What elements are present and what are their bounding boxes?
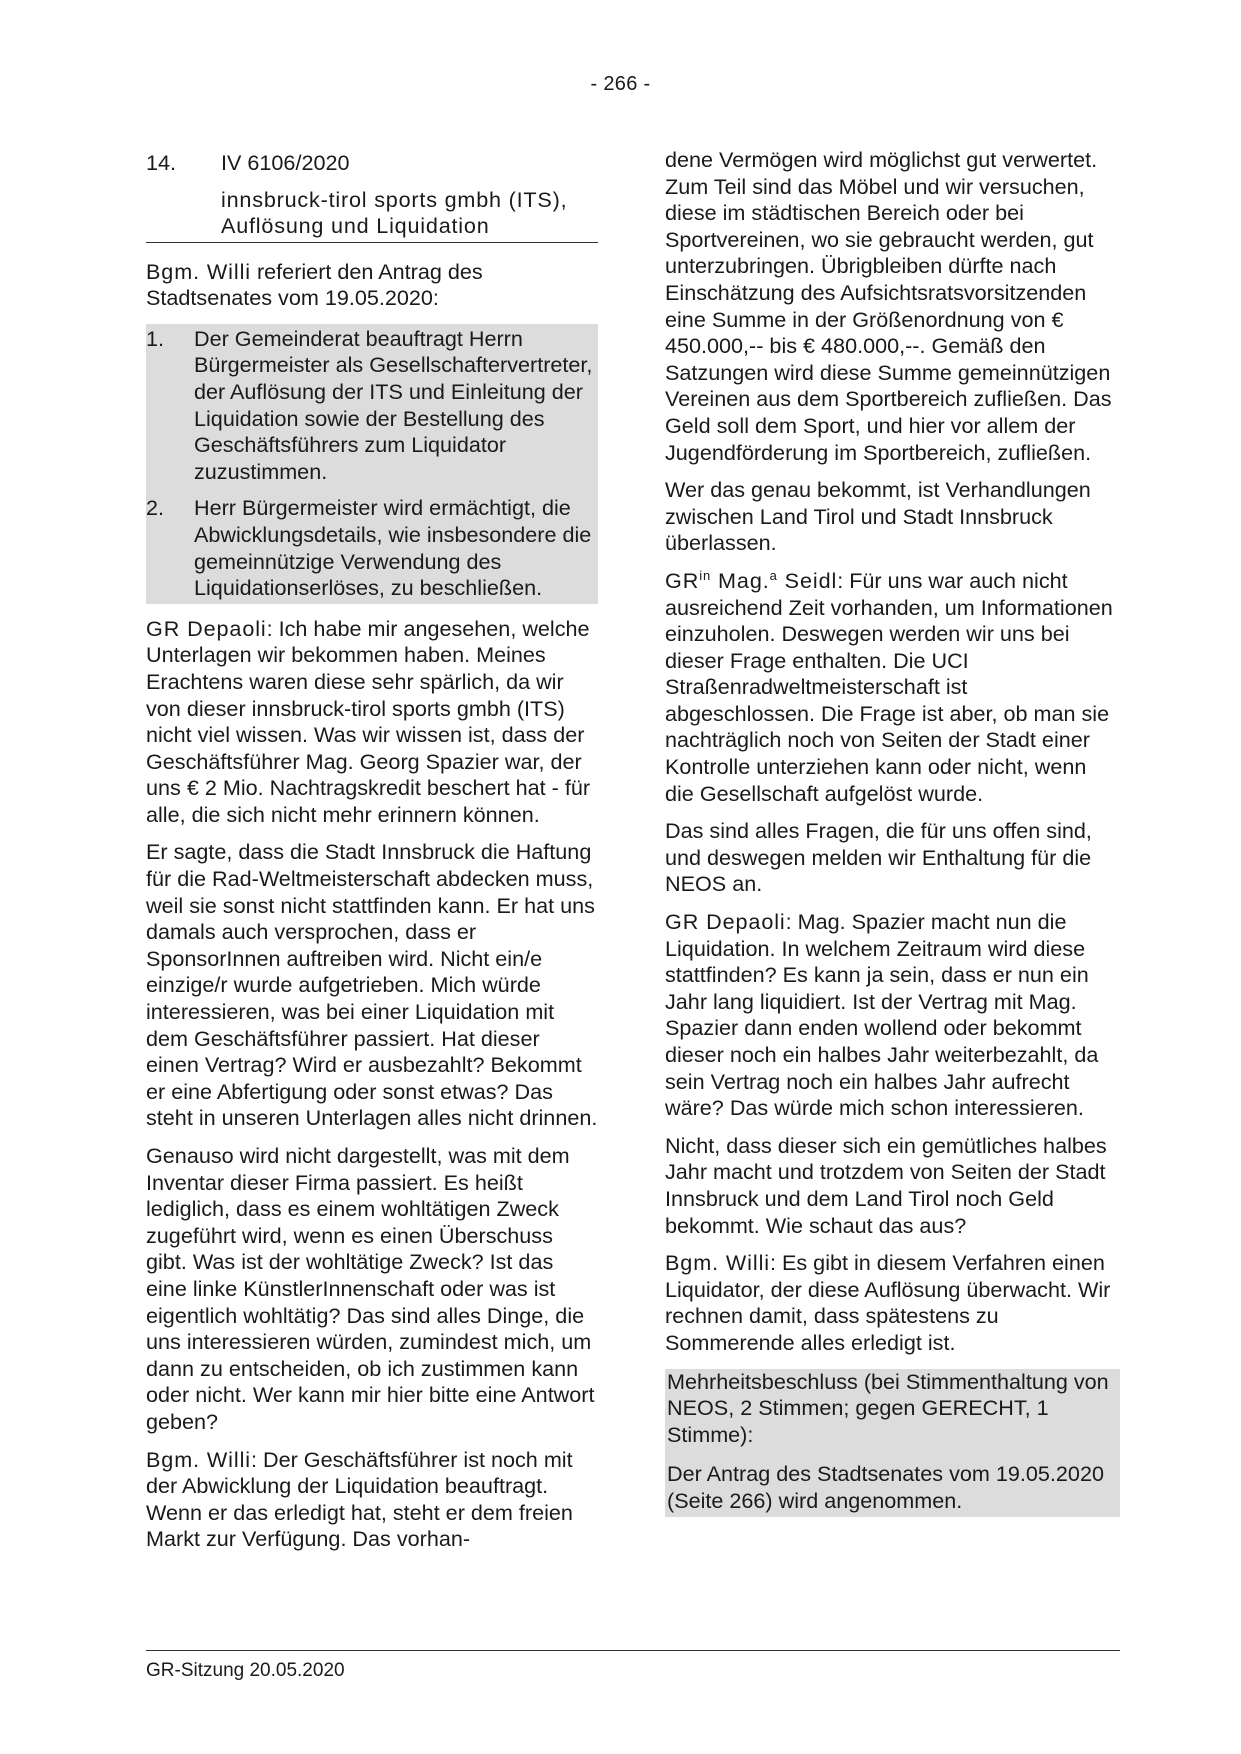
paragraph xyxy=(146,1143,598,1436)
paragraph-text: : Es gibt in diesem Verfahren einen Liquidator, der diese Auflösung überwacht. Wir rechnen damit, dass spätestens zu Sommerende alles erledigt ist. xyxy=(665,1250,1111,1355)
paragraph-text: Er sagte, dass die Stadt Innsbruck die Haftung für die Rad-Weltmeisterschaft abdecken muss, weil sie sonst nicht stattfinden kann. Er hat uns damals auch versprochen, dass er SponsorInnen auftreiben wird. Nicht ein/e einzige/r wurde aufgetrieben. Mich würde interessieren, was bei einer Liquidation mit dem Geschäftsführer passiert. Hat dieser einen Vertrag? Wird er ausbezahlt? Bekommt er eine Abfertigung oder sonst etwas? Das steht in unseren Unterlagen alles nicht drinnen. xyxy=(146,839,598,1131)
motion-item xyxy=(146,495,594,601)
paragraph xyxy=(146,616,598,829)
motion-item xyxy=(146,326,594,486)
motion-box xyxy=(146,324,598,604)
speaker-name: Bgm. Willi xyxy=(146,1446,251,1472)
speaker-name: GR Depaoli xyxy=(665,909,786,935)
left-column xyxy=(146,150,598,1564)
agenda-title-line2: Auflösung und Liquidation xyxy=(221,212,490,238)
paragraph-text: Genauso wird nicht dargestellt, was mit dem Inventar dieser Firma passiert. Es heißt lediglich, dass es einem wohltätigen Zweck zugeführt wird, wenn es einen Überschuss gibt. Was ist der wohltätige Zweck? Ist das eine linke KünstlerInnenschaft oder was ist eigentlich wohltätig? Das sind alles Dinge, die uns interessieren würden, zumindest mich, um dann zu entscheiden, ob ich zustimmen kann oder nicht. Wer kann mir hier bitte eine Antwort geben? xyxy=(146,1143,595,1434)
paragraph xyxy=(146,839,598,1132)
speaker-name: GR Depaoli xyxy=(146,615,267,641)
decision-box xyxy=(665,1369,1120,1517)
page-number: - 266 - xyxy=(590,73,651,95)
paragraph-text: : Der Geschäftsführer ist noch mit der Abwicklung der Liquidation beauftragt. Wenn er das erledigt hat, steht er dem freien Markt zur Verfügung. Das vorhan- xyxy=(146,1446,573,1552)
agenda-title-line1: innsbruck-tirol sports gmbh (ITS), xyxy=(221,186,568,212)
speaker-name: Bgm. Willi xyxy=(665,1250,770,1276)
motion-item-text: Herr Bürgermeister wird ermächtigt, die Abwicklungsdetails, wie insbesondere die gemeinnützige Verwendung des Liquidationserlöses, zu beschließen. xyxy=(194,495,592,601)
paragraph xyxy=(665,147,1120,466)
paragraph-text: : Für uns war auch nicht ausreichend Zeit vorhanden, um Informationen einzuholen. Deswegen werden wir uns bei dieser Frage enthalten. Die UCI Straßenradweltmeisterschaft ist abgeschlossen. Die Frage ist aber, ob man sie nachträglich noch von Seiten der Stadt einer Kontrolle unterziehen kann oder nicht, wenn die Gesellschaft aufgelöst wurde. xyxy=(665,567,1113,806)
paragraph-text: dene Vermögen wird möglichst gut verwertet. Zum Teil sind das Möbel und wir versuchen, diese im städtischen Bereich oder bei Sportvereinen, wo sie gebraucht werden, gut unterzubringen. Übrigbleiben dürfte nach Einschätzung des Aufsichtsratsvorsitzenden eine Summe in der Größenordnung von € 450.000,-- bis € 480.000,--. Gemäß den Satzungen wird diese Summe gemeinnützigen Vereinen aus dem Sportbereich zufließen. Das Geld soll dem Sport, und hier vor allem der Jugendförderung im Sportbereich, zufließen. xyxy=(665,147,1112,465)
intro-paragraph xyxy=(146,259,598,312)
paragraph xyxy=(665,477,1120,557)
paragraph xyxy=(146,1447,598,1553)
footer-session-date: GR-Sitzung 20.05.2020 xyxy=(146,1660,345,1681)
paragraph-text: Wer das genau bekommt, ist Verhandlungen zwischen Land Tirol und Stadt Innsbruck überlassen. xyxy=(665,477,1091,556)
motion-item-number: 1. xyxy=(146,325,165,351)
right-column xyxy=(665,147,1120,1517)
paragraph-text: : Ich habe mir angesehen, welche Unterlagen wir bekommen haben. Meines Erachtens waren diese sehr spärlich, da wir von dieser innsbruck-tirol sports gmbh (ITS) nicht viel wissen. Was wir wissen ist, dass der Geschäftsführer Mag. Georg Spazier war, der uns € 2 Mio. Nachtragskredit beschert hat - für alle, die sich nicht mehr erinnern können. xyxy=(146,615,591,827)
intro-text: referiert den Antrag des Stadtsenates vom 19.05.2020: xyxy=(146,258,483,311)
vote-result: Mehrheitsbeschluss (bei Stimmenthaltung von NEOS, 2 Stimmen; gegen GERECHT, 1 Stimme): xyxy=(667,1368,1109,1447)
paragraph xyxy=(665,1133,1120,1239)
agenda-heading xyxy=(146,150,598,243)
paragraph xyxy=(665,568,1120,807)
motion-item-number: 2. xyxy=(146,495,165,521)
paragraph xyxy=(665,1250,1120,1356)
speaker-name: Bgm. Willi xyxy=(146,258,251,284)
superscript: a xyxy=(769,567,778,583)
paragraph-text: : Mag. Spazier macht nun die Liquidation. In welchem Zeitraum wird diese stattfinden? Es kann ja sein, dass er nun ein Jahr lang liquidiert. Ist der Vertrag mit Mag. Spazier dann enden wollend oder bekommt dieser noch ein halbes Jahr weiterbezahlt, da sein Vertrag noch ein halbes Jahr aufrecht wäre? Das würde mich schon interessieren. xyxy=(665,909,1099,1121)
speaker-name: $GR^{in}$ Mag.$^a$ Seidl xyxy=(665,567,838,593)
paragraph-text: Nicht, dass dieser sich ein gemütliches halbes Jahr macht und trotzdem von Seiten der Stadt Innsbruck und dem Land Tirol noch Geld bekommt. Wie schaut das aus? xyxy=(665,1132,1107,1238)
decision-result: Der Antrag des Stadtsenates vom 19.05.2020 (Seite 266) wird angenommen. xyxy=(667,1461,1104,1513)
agenda-number: 14. xyxy=(146,150,177,175)
agenda-reference: IV 6106/2020 xyxy=(221,150,350,175)
motion-item-text: Der Gemeinderat beauftragt Herrn Bürgermeister als Gesellschaftervertreter, der Auflösung der ITS und Einleitung der Liquidation sowie der Bestellung des Geschäftsführers zum Liquidator zuzustimmen. xyxy=(194,325,593,484)
superscript: in xyxy=(699,567,712,583)
paragraph-text: Das sind alles Fragen, die für uns offen sind, und deswegen melden wir Enthaltung für die NEOS an. xyxy=(665,818,1092,897)
paragraph xyxy=(665,909,1120,1122)
paragraph xyxy=(665,818,1120,898)
footer-divider xyxy=(146,1650,1120,1651)
